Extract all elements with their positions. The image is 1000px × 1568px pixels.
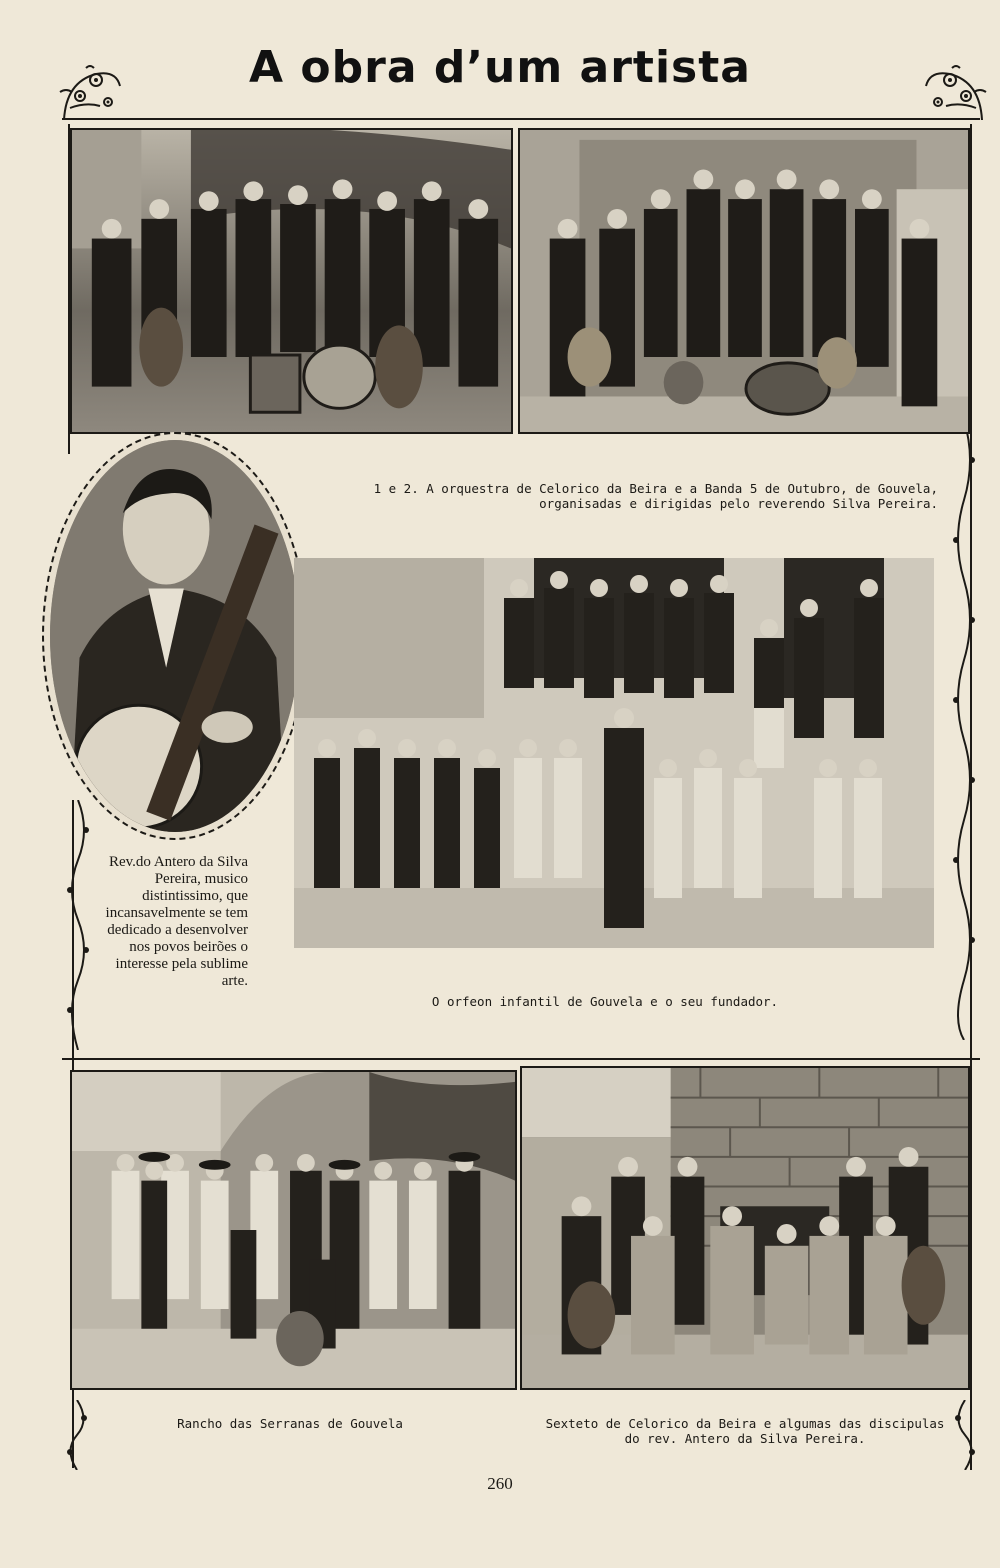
bottom-right-ornament	[950, 1400, 980, 1470]
page-number: 260	[487, 1474, 513, 1493]
right-vine-ornament	[950, 420, 978, 1040]
photo-sexteto-celorico	[520, 1066, 970, 1390]
photo-orfeon-infantil	[294, 558, 934, 948]
caption-orfeon: O orfeon infantil de Gouvela e o seu fundador.	[431, 994, 779, 1009]
frame-top-rule	[62, 118, 980, 120]
photo-rancho-serranas	[70, 1070, 517, 1390]
caption-sexteto: Sexteto de Celorico da Beira e algumas das discipulas do rev. Antero da Silva Pereira.	[545, 1416, 945, 1446]
caption-top-photos: 1 e 2. A orquestra de Celorico da Beira e a Banda 5 de Outubro, de Gouvela, organisadas e dirigidas pelo reverendo Silva Pereira.	[373, 481, 938, 511]
caption-rancho: Rancho das Serranas de Gouvela	[177, 1416, 403, 1431]
top-left-floral-ornament	[56, 62, 126, 122]
portrait-oval-frame	[42, 432, 308, 840]
frame-middle-rule	[62, 1058, 980, 1060]
top-right-floral-ornament	[920, 62, 990, 122]
left-vine-ornament	[64, 800, 92, 1050]
portrait-photo-antero	[50, 440, 300, 832]
caption-portrait: Rev.do Antero da Silva Pereira, musico distintissimo, que incansavelmente se tem dedicado a desenvolver nos povos beirões o interesse pela sublime arte.	[105, 854, 248, 989]
bottom-left-ornament	[62, 1400, 92, 1470]
page-title: A obra d’um artista	[249, 42, 751, 93]
photo-orchestra-celorico	[70, 128, 513, 434]
photo-banda-5-outubro	[518, 128, 970, 434]
